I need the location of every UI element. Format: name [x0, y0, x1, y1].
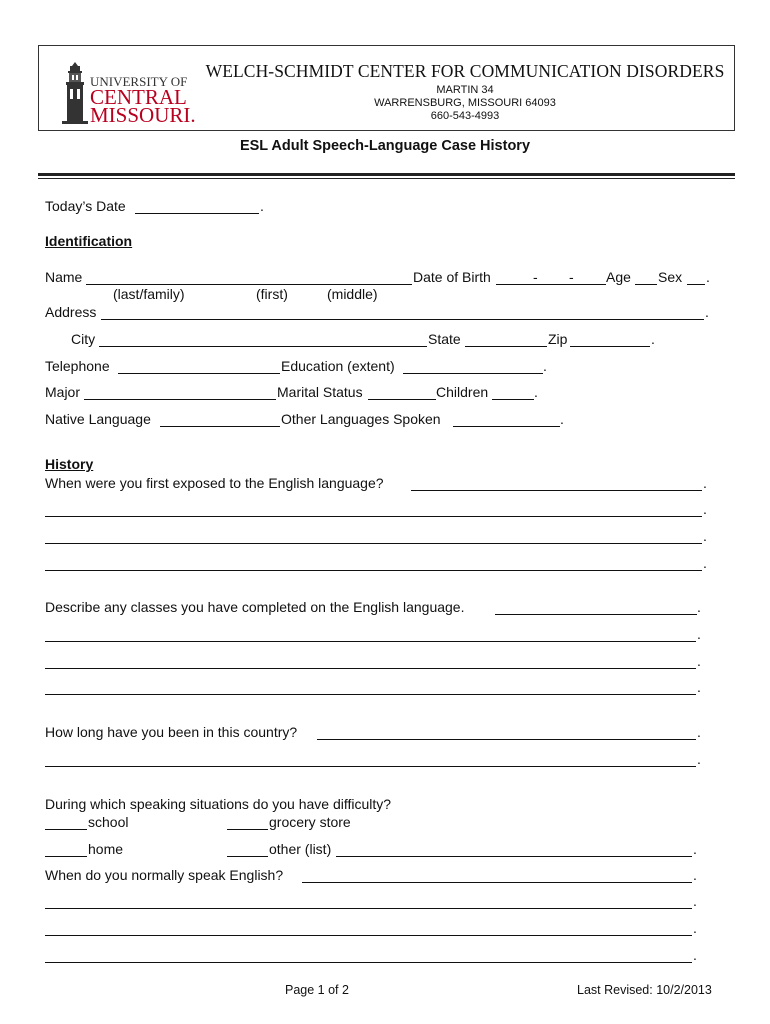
marital-status-label: Marital Status — [277, 384, 363, 400]
punct: . — [697, 751, 701, 767]
q5-field[interactable] — [302, 882, 692, 883]
dob-sep-1: - — [533, 269, 538, 285]
q1-label: When were you first exposed to the English language? — [45, 475, 384, 491]
q2-field-line3[interactable] — [45, 668, 696, 669]
punct: . — [693, 867, 697, 883]
address-field[interactable] — [101, 319, 704, 320]
city-label: City — [71, 331, 96, 347]
name-last-caption: (last/family) — [113, 286, 185, 302]
native-language-field[interactable] — [160, 426, 280, 427]
punct: . — [703, 501, 707, 517]
education-field[interactable] — [403, 373, 543, 374]
dob-field[interactable] — [496, 284, 606, 285]
q5-field-line3[interactable] — [45, 935, 692, 936]
option-grocery: grocery store — [269, 814, 351, 830]
q2-field-line4[interactable] — [45, 694, 696, 695]
punct: . — [543, 358, 547, 374]
grocery-blank[interactable] — [227, 829, 268, 830]
q5-label: When do you normally speak English? — [45, 867, 284, 883]
option-home: home — [88, 841, 124, 857]
q3-field[interactable] — [317, 739, 696, 740]
todays-date-label: Today’s Date — [45, 198, 126, 214]
punct: . — [693, 920, 697, 936]
name-field[interactable] — [86, 284, 412, 285]
history-heading: History — [45, 456, 94, 472]
q1-field[interactable] — [411, 490, 702, 491]
name-middle-caption: (middle) — [327, 286, 378, 302]
punct: . — [697, 599, 701, 615]
children-field[interactable] — [492, 399, 534, 400]
logo-line3: MISSOURI. — [90, 103, 196, 124]
option-school: school — [88, 814, 129, 830]
state-field[interactable] — [465, 346, 547, 347]
punct: . — [697, 679, 701, 695]
sex-field[interactable] — [687, 284, 705, 285]
form-title: ESL Adult Speech-Language Case History — [239, 138, 531, 154]
q2-field-line2[interactable] — [45, 641, 696, 642]
punct: . — [693, 893, 697, 909]
punct: . — [703, 528, 707, 544]
logo-line1: UNIVERSITY OF — [90, 74, 188, 89]
major-field[interactable] — [84, 399, 276, 400]
q5-field-line4[interactable] — [45, 962, 692, 963]
state-label: State — [428, 331, 461, 347]
education-label: Education (extent) — [281, 358, 395, 374]
punct: . — [534, 384, 538, 400]
native-language-label: Native Language — [45, 411, 151, 427]
q3-label: How long have you been in this country? — [45, 724, 298, 740]
q1-field-line2[interactable] — [45, 516, 702, 517]
punct: . — [697, 724, 701, 740]
title-rule-thick — [38, 173, 735, 176]
last-revised: Last Revised: 10/2/2013 — [577, 983, 712, 997]
punct: . — [705, 304, 709, 320]
children-label: Children — [436, 384, 489, 400]
major-label: Major — [45, 384, 81, 400]
punct: . — [697, 653, 701, 669]
punct: . — [693, 947, 697, 963]
other-blank[interactable] — [227, 856, 268, 857]
home-blank[interactable] — [45, 856, 87, 857]
q2-field[interactable] — [495, 614, 697, 615]
dob-sep-2: - — [569, 269, 574, 285]
bell-tower-icon — [62, 62, 88, 124]
telephone-field[interactable] — [118, 373, 280, 374]
q5-field-line2[interactable] — [45, 908, 692, 909]
q1-field-line3[interactable] — [45, 543, 702, 544]
zip-field[interactable] — [570, 346, 650, 347]
q3-field-line2[interactable] — [45, 766, 696, 767]
sex-label: Sex — [658, 269, 683, 285]
university-logo — [58, 62, 203, 124]
city-field[interactable] — [99, 346, 427, 347]
center-name: WELCH-SCHMIDT CENTER FOR COMMUNICATION DISORDERS — [205, 61, 725, 81]
other-languages-label: Other Languages Spoken — [281, 411, 441, 427]
address-label: Address — [45, 304, 97, 320]
punct: . — [703, 555, 707, 571]
name-label: Name — [45, 269, 83, 285]
address-line1: MARTIN 34 — [436, 84, 494, 96]
punct: . — [560, 411, 564, 427]
punct: . — [697, 626, 701, 642]
punct: . — [651, 331, 655, 347]
age-label: Age — [606, 269, 631, 285]
q4-label: During which speaking situations do you have difficulty? — [45, 796, 392, 812]
logo-line2: CENTRAL — [90, 85, 187, 109]
punct: . — [260, 198, 264, 214]
todays-date-field[interactable] — [135, 213, 259, 214]
punct: . — [706, 269, 710, 285]
telephone-label: Telephone — [45, 358, 110, 374]
marital-status-field[interactable] — [368, 399, 436, 400]
identification-heading: Identification — [45, 233, 133, 249]
q2-label: Describe any classes you have completed on the English language. — [45, 599, 465, 615]
age-field[interactable] — [635, 284, 657, 285]
address-line2: WARRENSBURG, MISSOURI 64093 — [374, 97, 556, 109]
other-languages-field[interactable] — [453, 426, 560, 427]
phone-number: 660-543-4993 — [430, 110, 500, 122]
punct: . — [703, 475, 707, 491]
q1-field-line4[interactable] — [45, 570, 702, 571]
punct: . — [693, 841, 697, 857]
dob-label: Date of Birth — [413, 269, 491, 285]
other-list-field[interactable] — [336, 856, 692, 857]
option-other: other (list) — [269, 841, 332, 857]
zip-label: Zip — [548, 331, 568, 347]
name-first-caption: (first) — [256, 286, 288, 302]
page-number: Page 1 of 2 — [285, 983, 349, 997]
school-blank[interactable] — [45, 829, 87, 830]
title-rule-thin — [38, 178, 735, 179]
